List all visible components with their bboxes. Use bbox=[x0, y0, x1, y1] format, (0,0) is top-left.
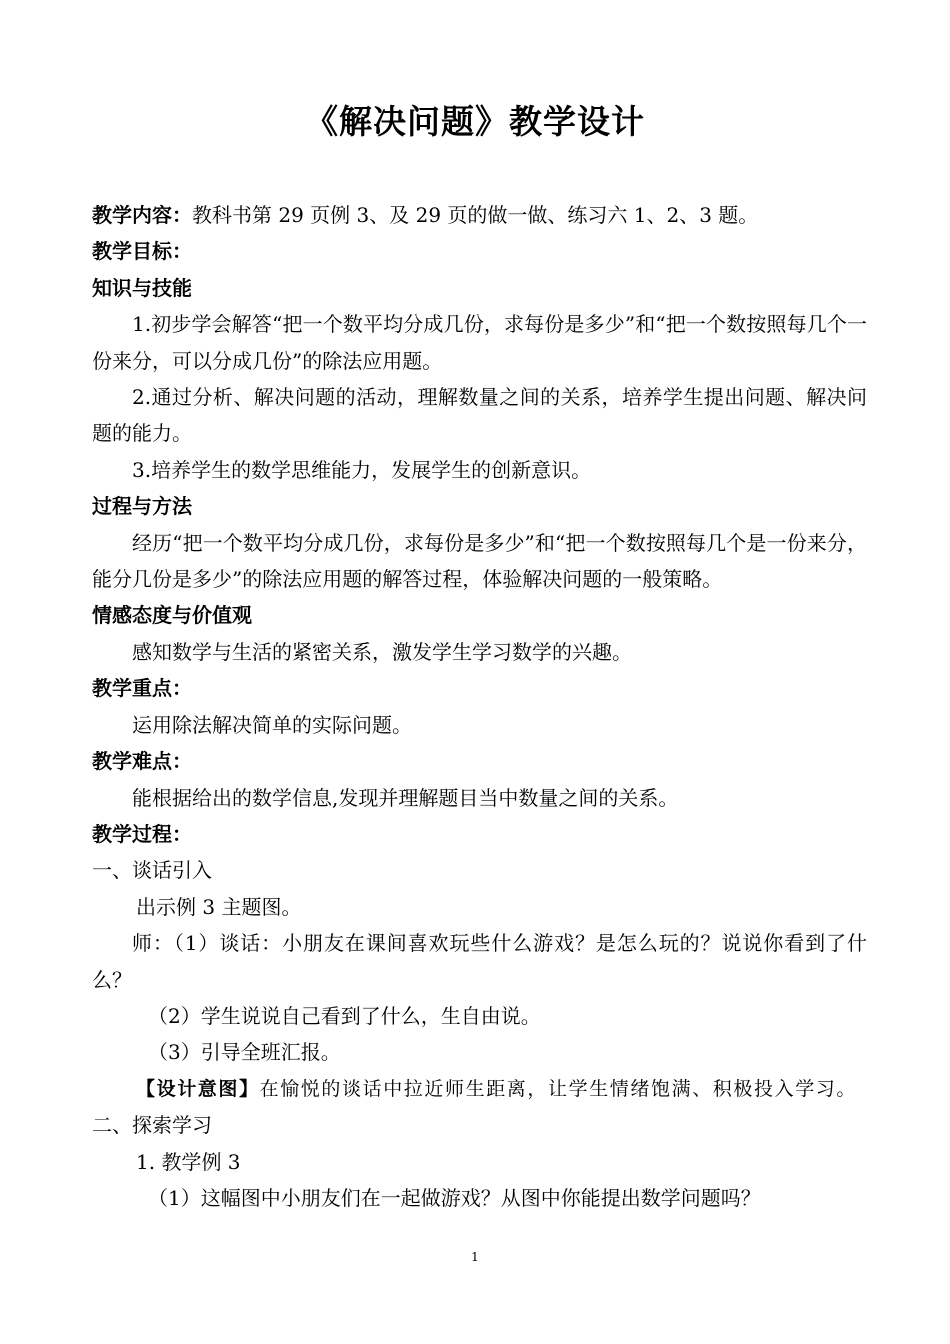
key-point-label: 教学重点： bbox=[92, 676, 192, 701]
difficulty-label: 教学难点： bbox=[92, 749, 192, 774]
teaching-content-label: 教学内容： bbox=[92, 203, 192, 227]
knowledge-heading: 知识与技能 bbox=[92, 275, 192, 300]
document-title: 《解决问题》教学设计 bbox=[305, 102, 645, 141]
knowledge-item-2: 2.通过分析、解决问题的活动，理解数量之间的关系，培养学生提出问题、解决问题的能力。 bbox=[92, 385, 867, 446]
part2-sub1: 1. 教学例 3 bbox=[136, 1149, 241, 1174]
key-point-text: 运用除法解决简单的实际问题。 bbox=[132, 712, 412, 737]
procedure-label: 教学过程： bbox=[92, 821, 192, 846]
difficulty-text: 能根据给出的数学信息,发现并理解题目当中数量之间的关系。 bbox=[132, 785, 679, 810]
part1-step2: （2）学生说说自己看到了什么，生自由说。 bbox=[148, 1003, 541, 1028]
part1-step3: （3）引导全班汇报。 bbox=[148, 1040, 341, 1065]
design-intent bbox=[92, 1071, 867, 1107]
teaching-objectives-label: 教学目标： bbox=[92, 239, 192, 264]
teaching-content-text: 教科书第 29 页例 3、及 29 页的做一做、练习六 1、2、3 题。 bbox=[192, 203, 759, 227]
knowledge-item-3: 3.培养学生的数学思维能力，发展学生的创新意识。 bbox=[132, 457, 592, 482]
part1-teacher: 师：（1）谈话：小朋友在课间喜欢玩些什么游戏？是怎么玩的？说说你看到了什么？ bbox=[92, 931, 867, 992]
emotion-heading: 情感态度与价值观 bbox=[92, 603, 252, 628]
part1-heading: 一、谈话引入 bbox=[92, 858, 212, 883]
process-heading: 过程与方法 bbox=[92, 494, 192, 519]
part2-q1: （1）这幅图中小朋友们在一起做游戏？从图中你能提出数学问题吗？ bbox=[148, 1185, 761, 1210]
emotion-text: 感知数学与生活的紧密关系，激发学生学习数学的兴趣。 bbox=[132, 639, 632, 664]
design-intent-label: 【设计意图】 bbox=[136, 1077, 260, 1100]
teaching-content bbox=[92, 197, 867, 233]
part1-show: 出示例 3 主题图。 bbox=[136, 894, 302, 919]
part2-heading: 二、探索学习 bbox=[92, 1113, 212, 1138]
page-number: 1 bbox=[471, 1250, 479, 1264]
design-intent-text: 在愉悦的谈话中拉近师生距离，让学生情绪饱满、积极投入学习。 bbox=[259, 1077, 858, 1100]
document-body bbox=[92, 197, 867, 1216]
knowledge-item-1: 1.初步学会解答“把一个数平均分成几份，求每份是多少”和“把一个数按照每几个一份来分，可以分成几份”的除法应用题。 bbox=[92, 312, 867, 373]
process-text: 经历“把一个数平均分成几份，求每份是多少”和“把一个数按照每几个是一份来分，能分几份是多少”的除法应用题的解答过程，体验解决问题的一般策略。 bbox=[92, 530, 867, 592]
